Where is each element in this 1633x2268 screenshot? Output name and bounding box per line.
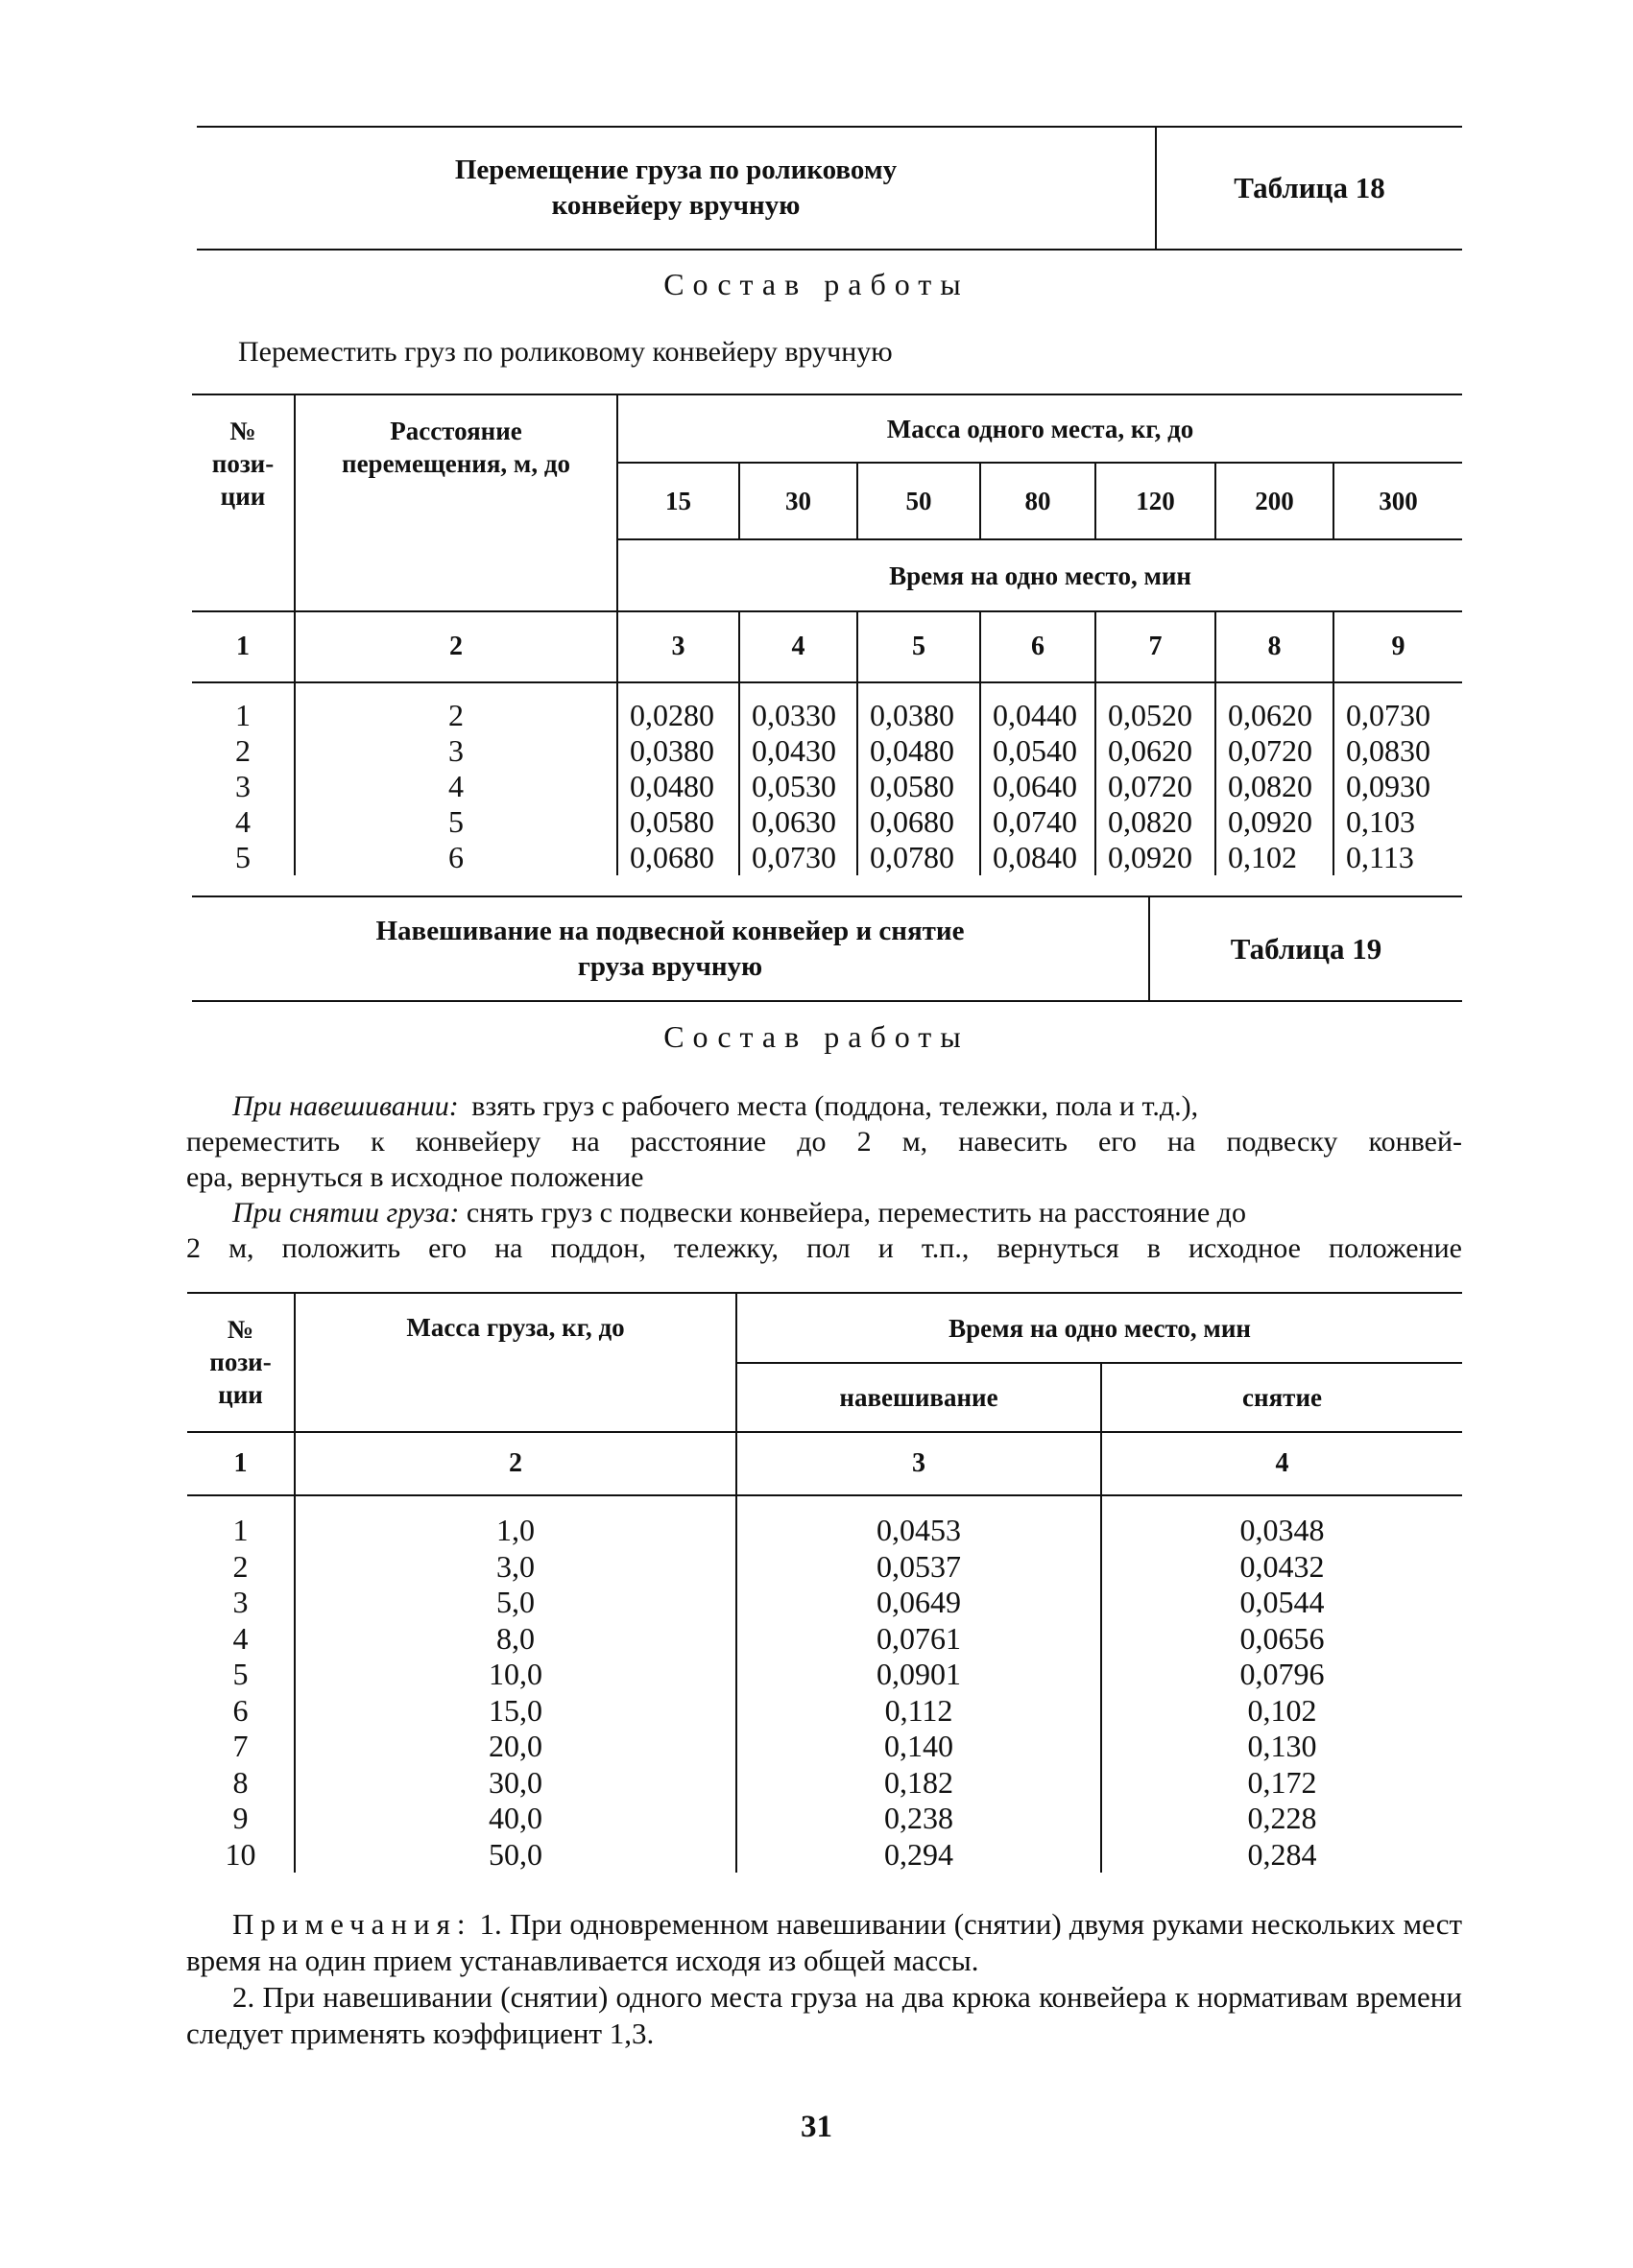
note-1: 1. При одновременном навешивании (снятии) двумя руками нескольких мест время на один прием устанавливается исходя из общей массы. <box>186 1907 1463 1977</box>
table-row <box>187 1585 1462 1621</box>
table-cell: 1,0 <box>295 1513 736 1549</box>
mass-value: 50 <box>857 463 980 539</box>
hang-label: При навешивании: <box>232 1090 459 1122</box>
table18-section-title: Состав работы <box>663 267 970 301</box>
table-cell: 4 <box>295 769 617 804</box>
table-cell: 0,102 <box>1101 1693 1462 1730</box>
distance-header: Расстояние перемещения, м, до <box>295 394 617 611</box>
column-number: 1 <box>192 611 295 682</box>
table-cell: 50,0 <box>295 1837 736 1874</box>
column-number: 1 <box>187 1432 295 1495</box>
table-row <box>192 733 1462 769</box>
table-cell: 0,238 <box>736 1801 1101 1837</box>
table-cell: 30,0 <box>295 1765 736 1802</box>
table18-intro: Переместить груз по роликовому конвейеру вручную <box>238 336 893 368</box>
table-cell: 0,0740 <box>980 804 1095 840</box>
notes <box>186 1906 1462 2052</box>
table-cell: 0,140 <box>736 1729 1101 1765</box>
mass-value: 80 <box>980 463 1095 539</box>
table-cell: 0,0796 <box>1101 1657 1462 1693</box>
table-row <box>187 1513 1462 1549</box>
table-cell: 5 <box>295 804 617 840</box>
table-cell: 0,0649 <box>736 1585 1101 1621</box>
table-cell: 8,0 <box>295 1621 736 1658</box>
table-cell: 3,0 <box>295 1549 736 1586</box>
table-cell: 40,0 <box>295 1801 736 1837</box>
table-row <box>192 769 1462 804</box>
table-cell: 0,130 <box>1101 1729 1462 1765</box>
table-row <box>192 840 1462 875</box>
table-cell: 5 <box>232 1657 249 1691</box>
column-number: 9 <box>1333 611 1462 682</box>
column-number: 4 <box>1101 1432 1462 1495</box>
time-header: Время на одно место, мин <box>736 1293 1462 1363</box>
table18-number: Таблица 18 <box>1234 171 1385 204</box>
table-cell: 2 <box>232 1548 249 1584</box>
column-number: 7 <box>1095 611 1215 682</box>
table-cell: 3 <box>235 769 251 803</box>
table-cell: 1 <box>232 1513 249 1547</box>
time-header: Время на одно место, мин <box>617 539 1462 611</box>
column-number: 3 <box>736 1432 1101 1495</box>
table-cell: 0,0820 <box>1215 769 1333 804</box>
table-cell: 0,0730 <box>1333 698 1462 733</box>
table19-description-hang: При навешивании: взять груз с рабочего места (поддона, тележки, пола и т.д.), переместить к конвейеру на расстояние до 2 м, навесить его на подвеску конвей- ера, вернуться в исходное положение <box>186 1090 1462 1193</box>
page-number: 31 <box>801 2110 832 2144</box>
table-cell: 0,0348 <box>1101 1513 1462 1549</box>
column-number: 5 <box>857 611 980 682</box>
table-row <box>187 1549 1462 1586</box>
column-number: 2 <box>295 611 617 682</box>
pos-header: № пози- ции <box>192 394 295 611</box>
table-cell: 0,0656 <box>1101 1621 1462 1658</box>
table-cell: 0,0620 <box>1095 733 1215 769</box>
table-cell: 5,0 <box>295 1585 736 1621</box>
table-cell: 0,0430 <box>739 733 857 769</box>
table-cell: 0,0830 <box>1333 733 1462 769</box>
table19-header <box>192 895 1462 1002</box>
column-number: 8 <box>1215 611 1333 682</box>
table-cell: 4 <box>235 804 251 839</box>
table-cell: 0,0920 <box>1215 804 1333 840</box>
table-cell: 0,0540 <box>980 733 1095 769</box>
table-cell: 0,182 <box>736 1765 1101 1802</box>
table-cell: 0,0680 <box>857 804 980 840</box>
table-row <box>187 1837 1462 1874</box>
table-cell: 0,0930 <box>1333 769 1462 804</box>
table-cell: 0,0920 <box>1095 840 1215 875</box>
note-2: 2. При навешивании (снятии) одного места груза на два крюка конвейера к нормативам времени следует применять коэффициент 1,3. <box>186 1980 1462 2050</box>
remove-header: снятие <box>1101 1363 1462 1432</box>
column-number: 3 <box>617 611 739 682</box>
table-cell: 0,228 <box>1101 1801 1462 1837</box>
mass-value: 200 <box>1215 463 1333 539</box>
table-cell: 6 <box>232 1692 249 1728</box>
mass-header: Масса одного места, кг, до <box>617 394 1462 463</box>
table-cell: 0,0780 <box>857 840 980 875</box>
table-cell: 0,0380 <box>857 698 980 733</box>
table-cell: 2 <box>235 733 251 768</box>
table-cell: 0,294 <box>736 1837 1101 1874</box>
pos-header: № пози- ции <box>187 1293 295 1432</box>
table-cell: 0,102 <box>1215 840 1333 875</box>
table-row <box>187 1657 1462 1693</box>
hang-header: навешивание <box>736 1363 1101 1432</box>
column-number: 6 <box>980 611 1095 682</box>
column-number: 4 <box>739 611 857 682</box>
table-cell: 0,0720 <box>1095 769 1215 804</box>
mass-header: Масса груза, кг, до <box>295 1293 736 1432</box>
table-cell: 0,0620 <box>1215 698 1333 733</box>
table19-number: Таблица 19 <box>1230 931 1382 966</box>
table-cell: 0,0820 <box>1095 804 1215 840</box>
table18-header <box>197 126 1462 251</box>
table-cell: 2 <box>295 698 617 733</box>
table-cell: 3 <box>295 733 617 769</box>
table-cell: 6 <box>295 840 617 875</box>
table-row <box>187 1729 1462 1765</box>
table-cell: 9 <box>232 1801 249 1835</box>
table-cell: 0,0680 <box>617 840 739 875</box>
mass-value: 300 <box>1333 463 1462 539</box>
table-row <box>187 1621 1462 1658</box>
table-cell: 1 <box>235 698 251 732</box>
notes-label: Примечания: <box>232 1907 472 1941</box>
table-cell: 0,0432 <box>1101 1549 1462 1586</box>
mass-value: 120 <box>1095 463 1215 539</box>
table-cell: 0,0730 <box>739 840 857 875</box>
table-cell: 20,0 <box>295 1729 736 1765</box>
table-cell: 0,0440 <box>980 698 1095 733</box>
table-cell: 0,0901 <box>736 1657 1101 1693</box>
table-cell: 7 <box>232 1729 249 1763</box>
table-cell: 4 <box>232 1620 249 1656</box>
table19-description-remove: При снятии груза: снять груз с подвески конвейера, переместить на расстояние до 2 м, положить его на поддон, тележку, пол и т.п., вернуться в исходное положение <box>186 1197 1462 1264</box>
table-cell: 3 <box>232 1585 249 1619</box>
table-cell: 0,112 <box>736 1693 1101 1730</box>
table19 <box>187 1292 1462 1873</box>
table-cell: 0,0720 <box>1215 733 1333 769</box>
table-row <box>187 1693 1462 1730</box>
remove-label: При снятии груза: <box>232 1197 460 1229</box>
table-row <box>192 804 1462 840</box>
table-cell: 10 <box>225 1836 256 1872</box>
table-cell: 0,0480 <box>857 733 980 769</box>
table-cell: 0,0580 <box>857 769 980 804</box>
table-cell: 0,0840 <box>980 840 1095 875</box>
table-row <box>187 1801 1462 1837</box>
table-cell: 0,113 <box>1333 840 1462 875</box>
column-number: 2 <box>295 1432 736 1495</box>
mass-value: 15 <box>617 463 739 539</box>
table-cell: 5 <box>235 840 251 874</box>
table-cell: 0,0580 <box>617 804 739 840</box>
table-cell: 0,284 <box>1101 1837 1462 1874</box>
table19-title: Навешивание на подвесной конвейер и снятие груза вручную <box>192 897 1150 1000</box>
table-cell: 15,0 <box>295 1693 736 1730</box>
table18-title: Перемещение груза по роликовому конвейеру вручную <box>197 128 1157 249</box>
table-cell: 8 <box>232 1764 249 1800</box>
table-cell: 10,0 <box>295 1657 736 1693</box>
table19-section-title: Состав работы <box>663 1019 970 1054</box>
table-cell: 0,0453 <box>736 1513 1101 1549</box>
table-row <box>187 1765 1462 1802</box>
table-cell: 0,0537 <box>736 1549 1101 1586</box>
table-cell: 0,172 <box>1101 1765 1462 1802</box>
table-cell: 0,0630 <box>739 804 857 840</box>
table-cell: 0,0480 <box>617 769 739 804</box>
table-row <box>192 698 1462 733</box>
table-cell: 0,0640 <box>980 769 1095 804</box>
table-cell: 0,0380 <box>617 733 739 769</box>
mass-value: 30 <box>739 463 857 539</box>
table-cell: 0,103 <box>1333 804 1462 840</box>
table-cell: 0,0330 <box>739 698 857 733</box>
table-cell: 0,0280 <box>617 698 739 733</box>
table-cell: 0,0520 <box>1095 698 1215 733</box>
table-cell: 0,0544 <box>1101 1585 1462 1621</box>
table18 <box>192 394 1462 875</box>
table-cell: 0,0530 <box>739 769 857 804</box>
table-cell: 0,0761 <box>736 1621 1101 1658</box>
